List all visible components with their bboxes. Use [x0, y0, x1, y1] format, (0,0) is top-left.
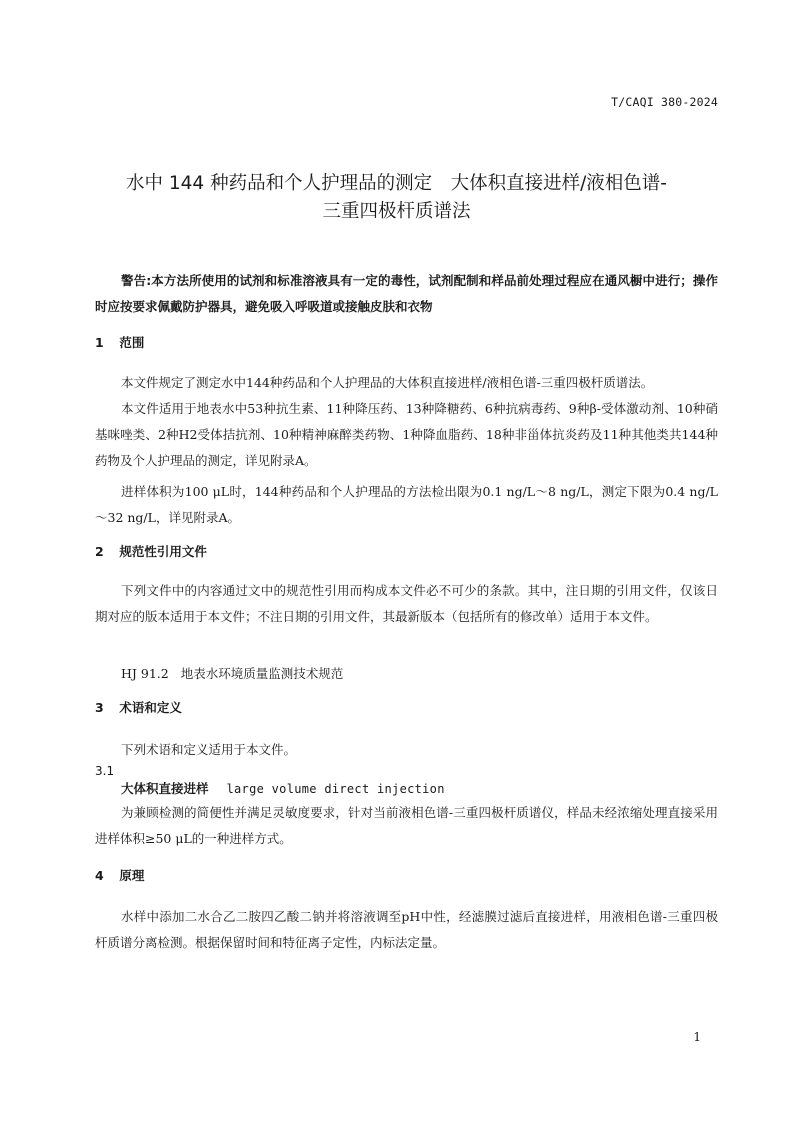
scope-paragraph-1: 本文件规定了测定水中144种药品和个人护理品的大体积直接进样/液相色谱-三重四极杆质谱法。 [121, 375, 654, 390]
term-definition: 为兼顾检测的简便性并满足灵敏度要求，针对当前液相色谱-三重四极杆质谱仪，样品未经浓缩处理直接采用进样体积≥50 μL的一种进样方式。 [95, 805, 718, 846]
section-number: 4 [95, 868, 104, 883]
normative-references-paragraph: 下列文件中的内容通过文中的规范性引用而构成本文件必不可少的条款。其中，注日期的引用文件，仅该日期对应的版本适用于本文件；不注日期的引用文件，其最新版本（包括所有的修改单）适用于本文件。 [95, 583, 718, 624]
terms-intro-paragraph: 下列术语和定义适用于本文件。 [121, 742, 297, 757]
scope-paragraph-3: 进样体积为100 μL时，144种药品和个人护理品的方法检出限为0.1 ng/L～8 ng/L，测定下限为0.4 ng/L～32 ng/L，详见附录A。 [95, 484, 718, 525]
reference-code: HJ 91.2 [121, 666, 169, 681]
section-number: 3 [95, 700, 104, 715]
section-title: 术语和定义 [119, 700, 182, 715]
warning-paragraph: 警告:本方法所使用的试剂和标准溶液具有一定的毒性，试剂配制和样品前处理过程应在通风橱中进行；操作时应按要求佩戴防护器具，避免吸入呼吸道或接触皮肤和衣物 [95, 273, 718, 314]
section-3-heading [95, 698, 182, 718]
document-title-line-1: 水中 144 种药品和个人护理品的测定 大体积直接进样/液相色谱- [126, 173, 667, 194]
section-4-heading [95, 866, 144, 886]
section-2-heading [95, 542, 207, 562]
term-number: 3.1 [95, 764, 115, 778]
section-title: 范围 [119, 335, 145, 350]
section-title: 原理 [119, 868, 145, 883]
section-1-heading [95, 333, 144, 353]
principle-paragraph: 水样中添加二水合乙二胺四乙酸二钠并将溶液调至pH中性，经滤膜过滤后直接进样，用液相色谱-三重四极杆质谱分离检测。根据保留时间和特征离子定性，内标法定量。 [95, 909, 718, 950]
section-number: 1 [95, 335, 104, 350]
document-title-line-2: 三重四极杆质谱法 [322, 201, 471, 222]
term-entry [121, 779, 445, 799]
reference-entry [121, 664, 343, 684]
document-code: T/CAQI 380-2024 [611, 95, 718, 109]
section-number: 2 [95, 544, 104, 559]
page-number: 1 [693, 1030, 701, 1044]
scope-paragraph-2: 本文件适用于地表水中53种抗生素、11种降压药、13种降糖药、6种抗病毒药、9种β-受体激动剂、10种硝基咪唑类、2种H2受体拮抗剂、10种精神麻醉类药物、1种降血脂药、18种非甾体抗炎药及11种其他类共144种药物及个人护理品的测定，详见附录A。 [95, 401, 718, 468]
section-title: 规范性引用文件 [119, 544, 207, 559]
reference-title: 地表水环境质量监测技术规范 [180, 666, 344, 681]
term-chinese: 大体积直接进样 [121, 781, 209, 796]
term-english: large volume direct injection [226, 782, 445, 796]
